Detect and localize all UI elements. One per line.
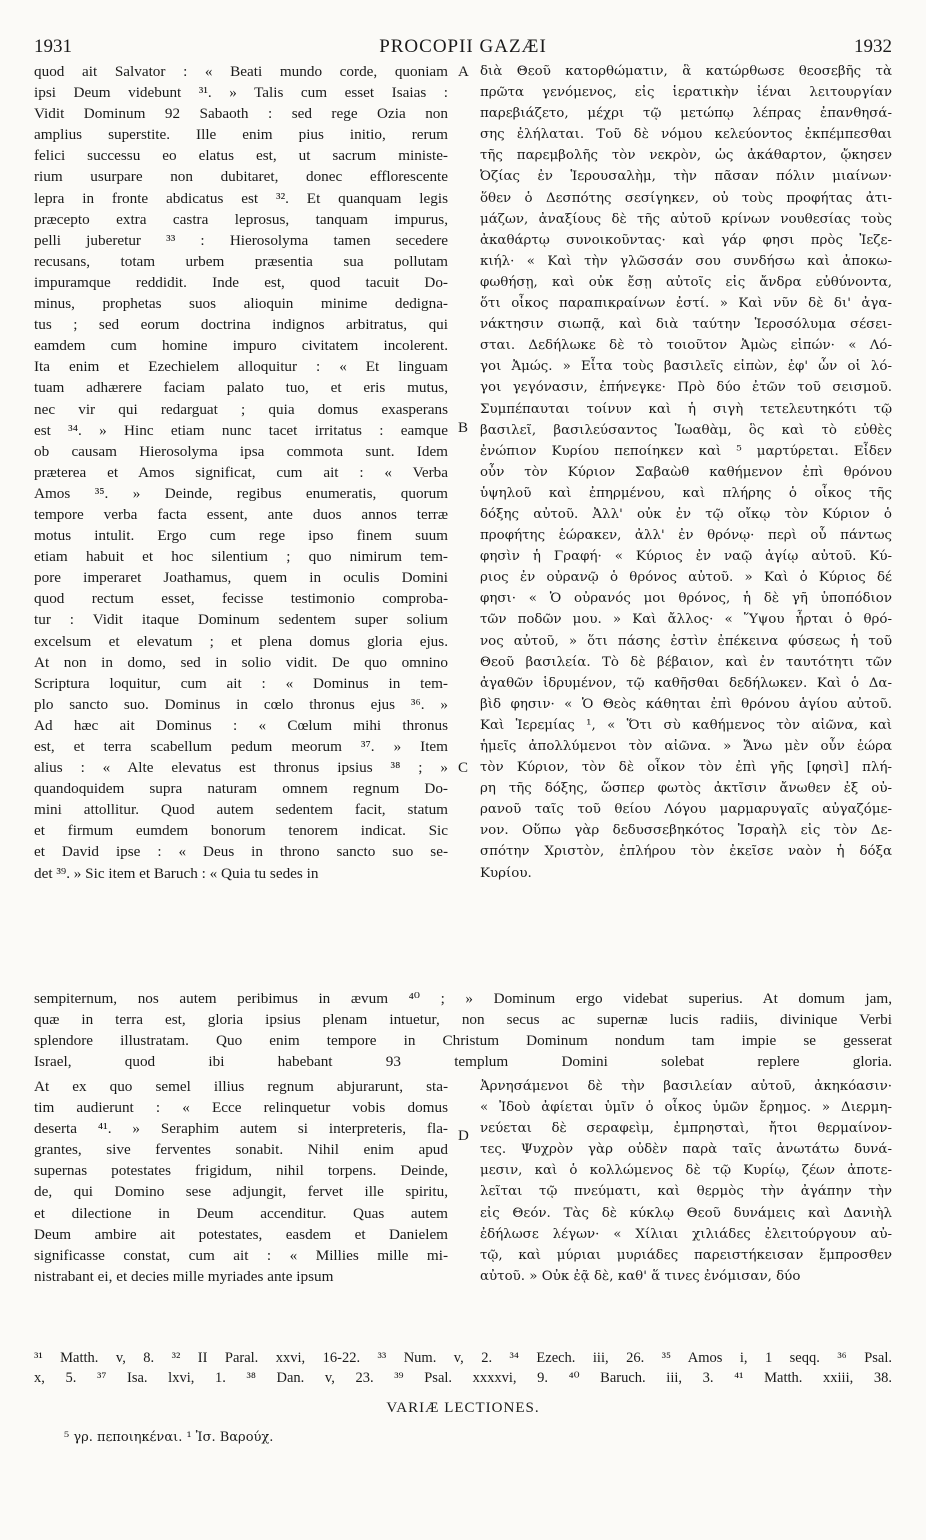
text-line: quod ait Salvator : « Beati mundo corde, quoniam bbox=[34, 63, 448, 80]
text-line: λεῖται τῷ πνεύματι, καὶ θερμὸς τὴν ἀγάπην τὴν bbox=[480, 1184, 892, 1200]
text-line: excelsum et elevatum ; et plena domus gloria ejus. bbox=[34, 632, 448, 650]
column-number-right: 1932 bbox=[854, 36, 892, 57]
text-line: νεύεται δὲ σεραφεὶμ, ἐμπρησταὶ, ἤτοι θερμαίνον- bbox=[480, 1121, 892, 1137]
text-line: plo sancto suo. Dominus in cœlo thronus ejus ³⁶. » bbox=[34, 695, 448, 713]
text-line: τῶν ποδῶν μου. » Καὶ ἄλλος· « Ὕψου ἦρται ὁ θρό- bbox=[480, 612, 892, 628]
text-line: φησὶν ἡ Γραφή· « Κύριος ἐν ναῷ ἁγίῳ αὐτοῦ. Κύ- bbox=[480, 549, 892, 565]
greek-column-top bbox=[480, 61, 892, 884]
text-line: significasse constat, cum ait : « Millies mille mi- bbox=[34, 1246, 448, 1264]
full-width-paragraph bbox=[34, 988, 892, 1072]
text-line: Θεοῦ βασιλεία. Τὸ δὲ βέβαιον, καὶ ἐν ταυτότητι τῶν bbox=[480, 654, 892, 670]
text-line: μεσιν, καὶ ὁ κολλώμενος δὲ τῷ Κυρίῳ, ζέων ἀποτε- bbox=[480, 1163, 892, 1179]
text-line: εἰς Θεόν. Τὰς δὲ κύκλῳ Θεοῦ δυνάμεις καὶ Δανιὴλ bbox=[480, 1205, 892, 1221]
text-line: σπότην Χριστὸν, ἐπλήρου τὸν ἐκεῖσε ναὸν ἡ δόξα bbox=[480, 844, 892, 860]
text-line: grantes, sive ferventes sonabit. Nihil enim apud bbox=[34, 1141, 448, 1159]
text-line: recusans, totam urbem præsentia sua pollutam bbox=[34, 252, 448, 270]
text-line: quod rectum esset, fecisse testimonio comproba- bbox=[34, 590, 448, 608]
margin-letter-b: B bbox=[458, 420, 469, 436]
text-line: ὑψηλοῦ καὶ ἐπηρμένου, καὶ πλήρης ὁ οἶκος τῆς bbox=[480, 485, 892, 501]
text-line: Scriptura loquitur, cum ait : « Dominus in tem- bbox=[34, 674, 448, 692]
text-line: ἀγαθῶν ἱδρυμένον, τῷ καθῆσθαι δεδήλωκεν. Καὶ ὁ Δα- bbox=[480, 675, 892, 691]
column-number-left: 1931 bbox=[34, 36, 72, 57]
text-line: Ὀζίας ἐν Ἱερουσαλὴμ, τὴν πᾶσαν πόλιν μιαίνων· bbox=[480, 169, 892, 185]
page-header bbox=[34, 36, 892, 58]
text-line: pelli juberetur ³³ : Hierosolyma tamen secedere bbox=[34, 231, 448, 249]
text-line: de, qui Domino sese adjungit, fervet ille spiritu, bbox=[34, 1183, 448, 1201]
text-line: φησι· « Ὁ οὐρανός μοι θρόνος, ἡ δὲ γῆ ὑποπόδιον bbox=[480, 591, 892, 607]
text-line: Καὶ Ἱερεμίας ¹, « Ὅτι σὺ καθήμενος τὸν αἰῶνα, καὶ bbox=[480, 717, 892, 733]
text-line: διὰ Θεοῦ κατορθώματιν, ἃ κατώρθωσε θεοσεβῆς τὰ bbox=[480, 64, 892, 79]
text-line: Ad hæc ait Dominus : « Cœlum mihi thronus bbox=[34, 716, 448, 734]
text-line: ὅθεν ὁ Δεσπότης σεσίγηκεν, οὐ τοὺς προφήτας ἀτι- bbox=[480, 190, 892, 206]
text-line: tur : Vidit itaque Dominum sedentem super solium bbox=[34, 611, 448, 629]
text-line: τὸν Κύριον, τὸν δὲ οἶκον τὸν ἐπὶ γῆς [φησὶ] πλή- bbox=[480, 760, 892, 776]
text-line: sempiternum, nos autem peribimus in ævum ⁴⁰ ; » Dominum ergo videbat superius. At domum jam, bbox=[34, 990, 892, 1007]
margin-letter-d: D bbox=[458, 1128, 469, 1144]
text-line: νος αὐτοῦ, » ὅτι πάσης ἐστὶν ἐπέκεινα φύσεως ἡ τοῦ bbox=[480, 633, 892, 649]
margin-letter-c: C bbox=[458, 760, 469, 776]
text-line: supernas potestates frigidum, nihil torpens. Deinde, bbox=[34, 1162, 448, 1180]
text-line: et dilectione in Deum accenditur. Quas autem bbox=[34, 1204, 448, 1222]
text-line: felici successu eo elatus est, ut sacrum ministe- bbox=[34, 147, 448, 165]
text-line: οὖν τὸν Κύριον Σαβαὼθ καθήμενον ἐπὶ θρόνου bbox=[480, 464, 892, 480]
text-line: φωθήσῃ, καὶ οὐκ ἔσῃ αὐτοῖς εἰς ἄνδρα εὐθύνοντα, bbox=[480, 274, 892, 290]
footnote-line: x, 5. ³⁷ Isa. lxvi, 1. ³⁸ Dan. v, 23. ³⁹ Psal. xxxxvi, 9. ⁴⁰ Baruch. iii, 3. ⁴¹ Matth. xxiii, 38. bbox=[34, 1370, 892, 1386]
text-line: σται. Δεδήλωκε δὲ τὸ τοιοῦτον Ἀμὼς εἰπών· « Λό- bbox=[480, 338, 892, 354]
text-line: νάκτησιν σιωπᾷ, καὶ διὰ ταύτην Ἱεροσόλυμα σέσει- bbox=[480, 317, 892, 333]
text-line: est ³⁴. » Hinc etiam nunc tacet irritatus : eamque bbox=[34, 421, 448, 439]
text-line: βὶδ φησιν· « Ὁ Θεὸς κάθηται ἐπὶ θρόνου ἁγίου αὐτοῦ. bbox=[480, 696, 892, 712]
variae-lectiones-text: ⁵ γρ. πεποιηκέναι. ¹ Ἰσ. Βαρούχ. bbox=[64, 1430, 274, 1445]
text-line: τες. Ψυχρὸν γὰρ οὐδὲν παρὰ ταῖς ἀνωτάτω δυνά- bbox=[480, 1142, 892, 1158]
text-line: σης ἐλήλαται. Τοῦ δὲ νόμου κελεύοντος ἐκπέμπεσθαι bbox=[480, 127, 892, 143]
text-line: ἀκαθάρτῳ συνοικοῦντας· καὶ γάρ φησι πρὸς Ἰεζε- bbox=[480, 232, 892, 248]
text-line: præcepto extra castra leprosus, tanquam impurus, bbox=[34, 210, 448, 228]
text-line: tuam adhærere faciam palato tuo, et eris mutus, bbox=[34, 379, 448, 397]
text-line: pore imperaret Joathamus, quem in oculis Domini bbox=[34, 569, 448, 587]
text-line: motus intulit. Ergo cum rege ipso finem suum bbox=[34, 527, 448, 545]
text-line: γοι Ἀμώς. » Εἶτα τοὺς βασιλεῖς εἰπὼν, ἐφ' ὧν οἱ λό- bbox=[480, 359, 892, 375]
text-line: ἐνώπιον Κυρίου πεποίηκεν καὶ ⁵ μαρτύρεται. Εἶδεν bbox=[480, 443, 892, 459]
text-line: minus, prophetas suos alioquin minime dedigna- bbox=[34, 295, 448, 313]
footnote-line: ³¹ Matth. v, 8. ³² II Paral. xxvi, 16-22. ³³ Num. v, 2. ³⁴ Ezech. iii, 26. ³⁵ Amos i, 1 seqq. ³⁶ Psal. bbox=[34, 1350, 892, 1366]
text-line: τῷ, καὶ μύριαι μυριάδες παρειστήκεισαν ἔμπροσθεν bbox=[480, 1247, 892, 1263]
text-line: πρῶτα γενόμενος, εἰς ἱερατικὴν ἰέναι λειτουργίαν bbox=[480, 85, 892, 101]
text-line: deserta ⁴¹. » Seraphim autem si interpreteris, fla- bbox=[34, 1120, 448, 1138]
text-line: tus ; sed eorum doctrina indignos arbitratus, qui bbox=[34, 316, 448, 334]
text-line: det ³⁹. » Sic item et Baruch : « Quia tu sedes in bbox=[34, 864, 319, 882]
text-line: μάζων, ἀναξίους δὲ τῆς αὐτοῦ κρίνων νουθεσίας τοὺς bbox=[480, 211, 892, 227]
text-line: amplius superstite. Ille enim pius initio, rerum bbox=[34, 126, 448, 144]
text-line: τῆς παρεμβολῆς τὸν νεκρὸν, ὡς ἀκάθαρτον, ᾤκησεν bbox=[480, 148, 892, 164]
text-line: alius : « Alte elevatus est thronus ipsius ³⁸ ; » bbox=[34, 759, 448, 777]
text-line: quandoquidem supra naturam omnem regnum Do- bbox=[34, 780, 448, 798]
text-line: ipsi Deum videbunt ³¹. » Talis cum esset Isaias : bbox=[34, 84, 448, 102]
text-line: δόξης αὐτοῦ. Ἀλλ' οὐκ ἐν τῷ οἴκῳ τὸν Κύριον ὁ bbox=[480, 506, 892, 522]
text-line: impuramque reddidit. Inde est, quod tacuit Do- bbox=[34, 273, 448, 291]
margin-letter-a: A bbox=[458, 64, 469, 80]
text-line: ρανοῦ ταῖς τοῦ θείου Λόγου μαρμαρυγαῖς αὐγαζόμε- bbox=[480, 802, 892, 818]
text-line: ἐδήλωσε λέγων· « Χίλιαι χιλιάδες ἐλειτούργουν αὐ- bbox=[480, 1226, 892, 1242]
latin-column-bottom bbox=[34, 1076, 448, 1287]
text-line: At non in domo, sed in solio vidit. De quo omnino bbox=[34, 653, 448, 671]
text-line: Ἀρνησάμενοι δὲ τὴν βασιλείαν αὐτοῦ, ἀκηκόασιν· bbox=[480, 1079, 892, 1094]
text-line: Vidit Dominum 92 Sabaoth : sed rege Ozia non bbox=[34, 105, 448, 123]
text-line: lepra in fronte abdicatus est ³². Et quanquam legis bbox=[34, 189, 448, 207]
text-line: Israel, quod ibi habebant 93 templum Domini solebat replere gloria. bbox=[34, 1053, 892, 1071]
text-line: etiam habuit et hoc silentium ; quo nimirum tem- bbox=[34, 548, 448, 566]
text-line: Κυρίου. bbox=[480, 865, 532, 881]
text-line: νον. Οὕπω γὰρ δεδυσσεβηκότος Ἰσραὴλ εἰς τὸν Δε- bbox=[480, 823, 892, 839]
text-line: præterea et Amos significat, cum ait : « Verba bbox=[34, 463, 448, 481]
text-line: παρεβιάζετο, μέχρι τῷ μετώπῳ λέπρας ἐπανθησά- bbox=[480, 106, 892, 122]
text-line: Deum ambire ait potestates, easdem et Danielem bbox=[34, 1225, 448, 1243]
text-line: ρη τῆς δόξης, ὥσπερ φωτὸς ἀκτῖσιν ἄνωθεν ἐξ οὐ- bbox=[480, 781, 892, 797]
text-line: nec vir qui redarguat ; quia domus exasperans bbox=[34, 400, 448, 418]
text-line: tempore verba facta essent, ante duos annos terræ bbox=[34, 505, 448, 523]
text-line: Amos ³⁵. » Deinde, regibus enumeratis, quorum bbox=[34, 484, 448, 502]
text-line: et firmum eumdem bonorum tenorem indicat. Sic bbox=[34, 822, 448, 840]
text-line: tim audierunt : « Ecce relinquetur vobis domus bbox=[34, 1099, 448, 1117]
text-line: αὐτοῦ. » Οὐκ ἐᾷ δὲ, καθ' ἅ τινες ἐνόμισαν, δύο bbox=[480, 1268, 801, 1284]
text-line: βασιλεῖ, βασιλεύσαντος Ἰωαθὰμ, ὃς καὶ τὸ εὐθὲς bbox=[480, 422, 892, 438]
text-line: splendore illustratam. Quo enim tempore in Christum Dominum nondum tam impie se gesserat bbox=[34, 1032, 892, 1050]
footnotes bbox=[34, 1348, 892, 1388]
text-line: « Ἰδοὺ ἀφίεται ὑμῖν ὁ οἶκος ὑμῶν ἔρημος. » Διερμη- bbox=[480, 1100, 892, 1116]
latin-column-top bbox=[34, 61, 448, 884]
text-line: ob causam Hierosolyma ipsa commota sunt. Idem bbox=[34, 442, 448, 460]
text-line: προφήτης ἑώρακεν, ἀλλ' ἐν θρόνῳ· περὶ οὗ πάντως bbox=[480, 528, 892, 544]
text-line: mini attollitur. Quod autem sedentem facit, statum bbox=[34, 801, 448, 819]
text-line: eamdem cum homine impuro civitatem incolerent. bbox=[34, 337, 448, 355]
text-line: est, et terra scabellum pedum meorum ³⁷. » Item bbox=[34, 738, 448, 755]
text-line: et David ipse : « Deus in throno sancto suo se- bbox=[34, 843, 448, 861]
text-line: Ita enim et Ezechielem alloquitur : « Et linguam bbox=[34, 358, 448, 376]
text-line: κιήλ· « Καὶ τὴν γλῶσσάν σου συνδήσω καὶ ἀποκω- bbox=[480, 253, 892, 269]
text-line: nistrabant ei, et decies mille myriades ante ipsum bbox=[34, 1267, 334, 1285]
text-line: ὅτι οἶκος παραπικραίνων ἐστί. » Καὶ νῦν δὲ δι' ἀγα- bbox=[480, 296, 892, 312]
text-line: Συμπέπαυται τοίνυν καὶ ἡ σιγὴ τετελευτηκότι τῷ bbox=[480, 401, 892, 417]
text-line: γοι γεγόνασιν, ἐπήνεγκε· Πρὸ δύο ἐτῶν τοῦ σεισμοῦ. bbox=[480, 380, 892, 396]
text-line: At ex quo semel illius regnum abjurarunt, sta- bbox=[34, 1078, 448, 1095]
variae-lectiones-title: VARIÆ LECTIONES. bbox=[386, 1400, 540, 1416]
text-line: quæ in terra est, gloria ipsius plenam intuetur, non secus ac supernæ lucis radiis, divinique Verbi bbox=[34, 1011, 892, 1029]
running-title: PROCOPII GAZÆI bbox=[379, 36, 547, 57]
text-line: ριος ἐν οὐρανῷ ὁ θρόνος αὐτοῦ. » Καὶ ὁ Κύριος δέ bbox=[480, 570, 892, 586]
text-line: rium usurpare non dubitaret, donec efflorescente bbox=[34, 168, 448, 186]
text-line: ἡμεῖς ἀπολλύμενοι τὸν αἰῶνα. » Ἄνω μὲν οὖν ἑώρα bbox=[480, 739, 892, 754]
greek-column-bottom bbox=[480, 1076, 892, 1287]
